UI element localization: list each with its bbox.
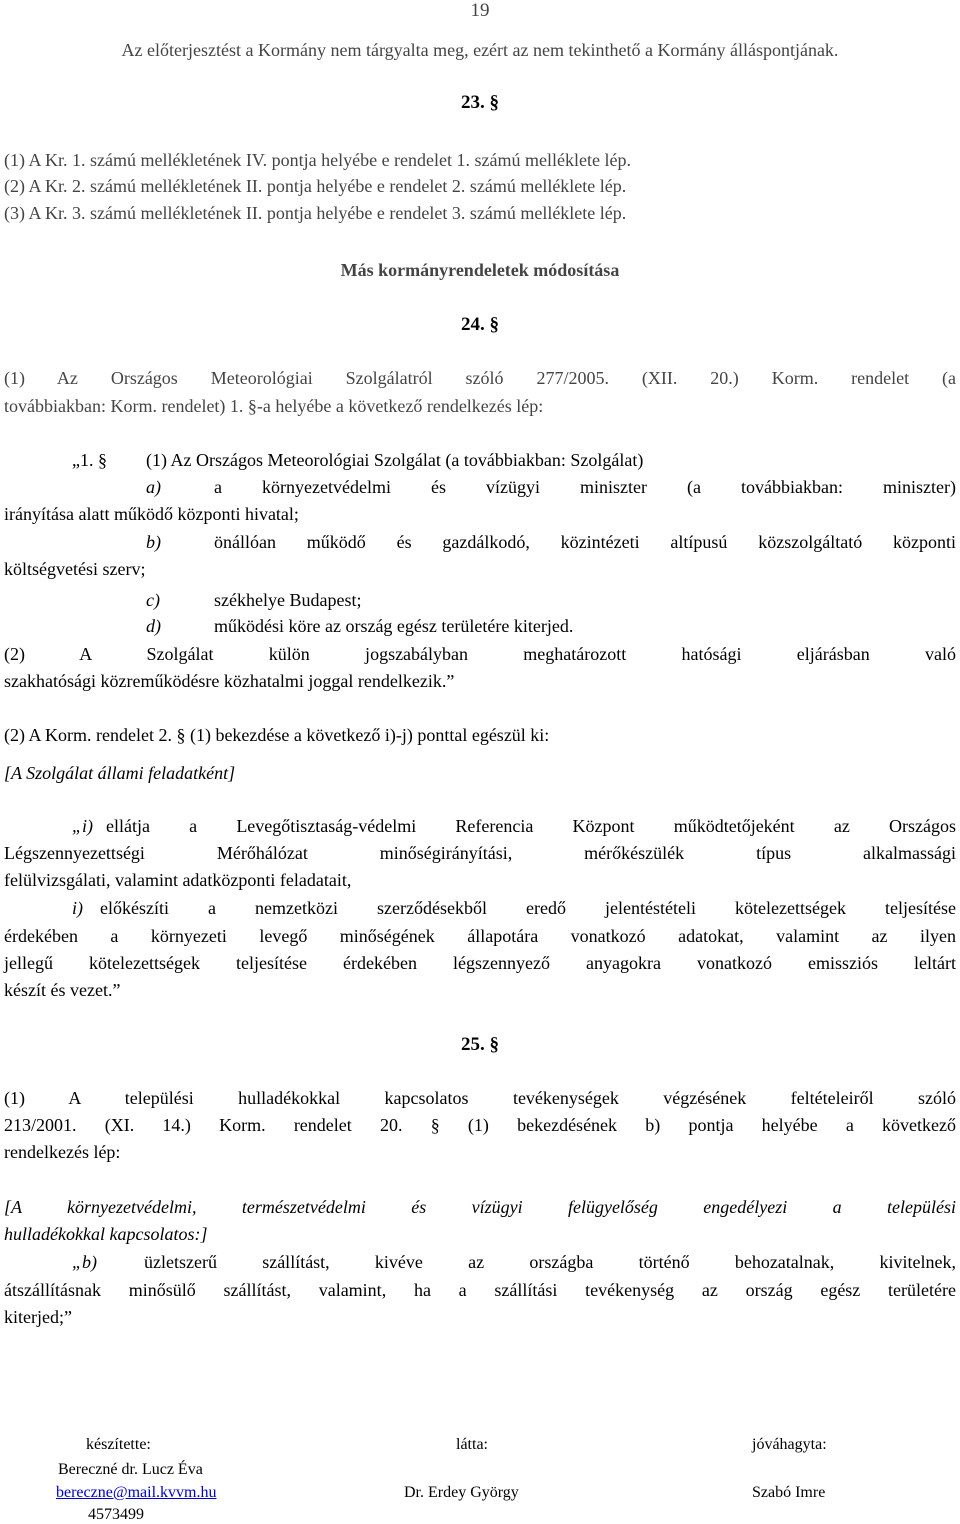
section-sign-icon: § <box>489 314 499 335</box>
prepared-by-email-link[interactable]: bereczne@mail.kvvm.hu <box>56 1484 217 1501</box>
s25-point-b-label: „b) <box>72 1252 98 1272</box>
seen-by-label: látta: <box>456 1436 488 1453</box>
point-b-line-1: önállóan működő és gazdálkodó, közintézeti altípusú közszolgáltató központi <box>214 532 956 552</box>
s24-p2-line-2: szakhatósági közreműködésre közhatalmi joggal rendelkezik.” <box>4 671 455 691</box>
s25-point-b-line-2: átszállításnak minősülő szállítást, valamint, ha a szállítási tevékenység az ország egész területére <box>4 1280 956 1300</box>
section-25-number: 25. <box>461 1034 485 1055</box>
point-j-label: i) <box>72 898 83 918</box>
s25-point-b-line-3: kiterjed;” <box>4 1307 72 1327</box>
section-25-heading <box>0 1034 960 1056</box>
s25-p1-line-1: (1) A települési hulladékokkal kapcsolatos tevékenységek végzésének feltételeiről szóló <box>4 1088 956 1108</box>
prepared-by-phone: 4573499 <box>88 1506 144 1523</box>
point-j-line-3: jellegű kötelezettségek teljesítése érdekében légszennyező anyagokra vonatkozó emissziós leltárt <box>4 953 956 973</box>
s25-bracket-line-1: [A környezetvédelmi, természetvédelmi és vízügyi felügyelőség engedélyezi a települési <box>4 1197 956 1217</box>
seen-by-name: Dr. Erdey György <box>404 1484 519 1501</box>
point-a-line-2: irányítása alatt működő központi hivatal; <box>4 504 299 524</box>
section-sign-icon: § <box>489 92 499 113</box>
point-j-line-2: érdekében a környezeti levegő minőségének állapotára vonatkozó adatokat, valamint az ilyen <box>4 926 956 946</box>
s25-p1-line-3: rendelkezés lép: <box>4 1142 121 1162</box>
section-24-number: 24. <box>461 314 485 335</box>
s23-paragraph-3: (3) A Kr. 3. számú mellékletének II. pontja helyébe e rendelet 3. számú melléklete lép. <box>4 203 627 223</box>
quote-1-number: „1. § <box>72 450 107 470</box>
point-i-line-2: Légszennyezettségi Mérőhálózat minőségirányítási, mérőkészülék típus alkalmassági <box>4 843 956 863</box>
point-b-line-2: költségvetési szerv; <box>4 559 146 579</box>
s25-p1-line-2: 213/2001. (XI. 14.) Korm. rendelet 20. § (1) bekezdésének b) pontja helyébe a következő <box>4 1115 956 1135</box>
prepared-by-label: készítette: <box>86 1436 151 1453</box>
point-i-line-1: ellátja a Levegőtisztaság-védelmi Referencia Központ működtetőjeként az Országos <box>106 816 956 836</box>
prepared-by-name: Bereczné dr. Lucz Éva <box>58 1461 203 1478</box>
section-24-heading <box>0 314 960 336</box>
point-a-label: a) <box>146 477 161 497</box>
header-disclaimer: Az előterjesztést a Kormány nem tárgyalta meg, ezért az nem tekinthető a Kormány álláspontjának. <box>121 40 839 60</box>
section-sign-icon: § <box>489 1034 499 1055</box>
s23-paragraph-2: (2) A Kr. 2. számú mellékletének II. pontja helyébe e rendelet 2. számú melléklete lép. <box>4 176 627 196</box>
point-a-line-1: a környezetvédelmi és vízügyi miniszter (a továbbiakban: miniszter) <box>214 477 956 497</box>
quote-1-text: (1) Az Országos Meteorológiai Szolgálat (a továbbiakban: Szolgálat) <box>146 450 644 470</box>
s24-bracket-intro: [A Szolgálat állami feladatként] <box>4 763 236 783</box>
point-i-label: „i) <box>72 816 94 836</box>
point-d-line-1: működési köre az ország egész területére kiterjed. <box>214 616 574 636</box>
point-c-label: c) <box>146 590 160 610</box>
s25-bracket-line-2: hulladékokkal kapcsolatos:] <box>4 1224 208 1244</box>
point-d-label: d) <box>146 616 161 636</box>
s25-point-b-line-1: üzletszerű szállítást, kivéve az országba történő behozatalnak, kivitelnek, <box>144 1252 956 1272</box>
s23-paragraph-1: (1) A Kr. 1. számú mellékletének IV. pontja helyébe e rendelet 1. számú melléklete lép. <box>4 150 631 170</box>
approved-by-name: Szabó Imre <box>752 1484 826 1501</box>
approved-by-label: jóváhagyta: <box>752 1436 827 1453</box>
point-j-line-4: készít és vezet.” <box>4 980 121 1000</box>
s24-p1-line-1: (1) Az Országos Meteorológiai Szolgálatról szóló 277/2005. (XII. 20.) Korm. rendelet (a <box>4 368 956 388</box>
point-b-label: b) <box>146 532 161 552</box>
point-i-line-3: felülvizsgálati, valamint adatközponti feladatait, <box>4 870 352 890</box>
s24-paragraph-3: (2) A Korm. rendelet 2. § (1) bekezdése a következő i)-j) ponttal egészül ki: <box>4 725 550 745</box>
section-23-number: 23. <box>461 92 485 113</box>
s24-p1-line-2: továbbiakban: Korm. rendelet) 1. §-a helyébe a következő rendelkezés lép: <box>4 396 544 416</box>
point-j-line-1: előkészíti a nemzetközi szerződésekből eredő jelentéstételi kötelezettségek teljesítése <box>100 898 956 918</box>
s24-p2-line-1: (2) A Szolgálat külön jogszabályban meghatározott hatósági eljárásban való <box>4 644 956 664</box>
point-c-line-1: székhelye Budapest; <box>214 590 362 610</box>
page-number: 19 <box>470 0 490 21</box>
section-title: Más kormányrendeletek módosítása <box>340 260 620 280</box>
section-23-heading <box>0 92 960 114</box>
